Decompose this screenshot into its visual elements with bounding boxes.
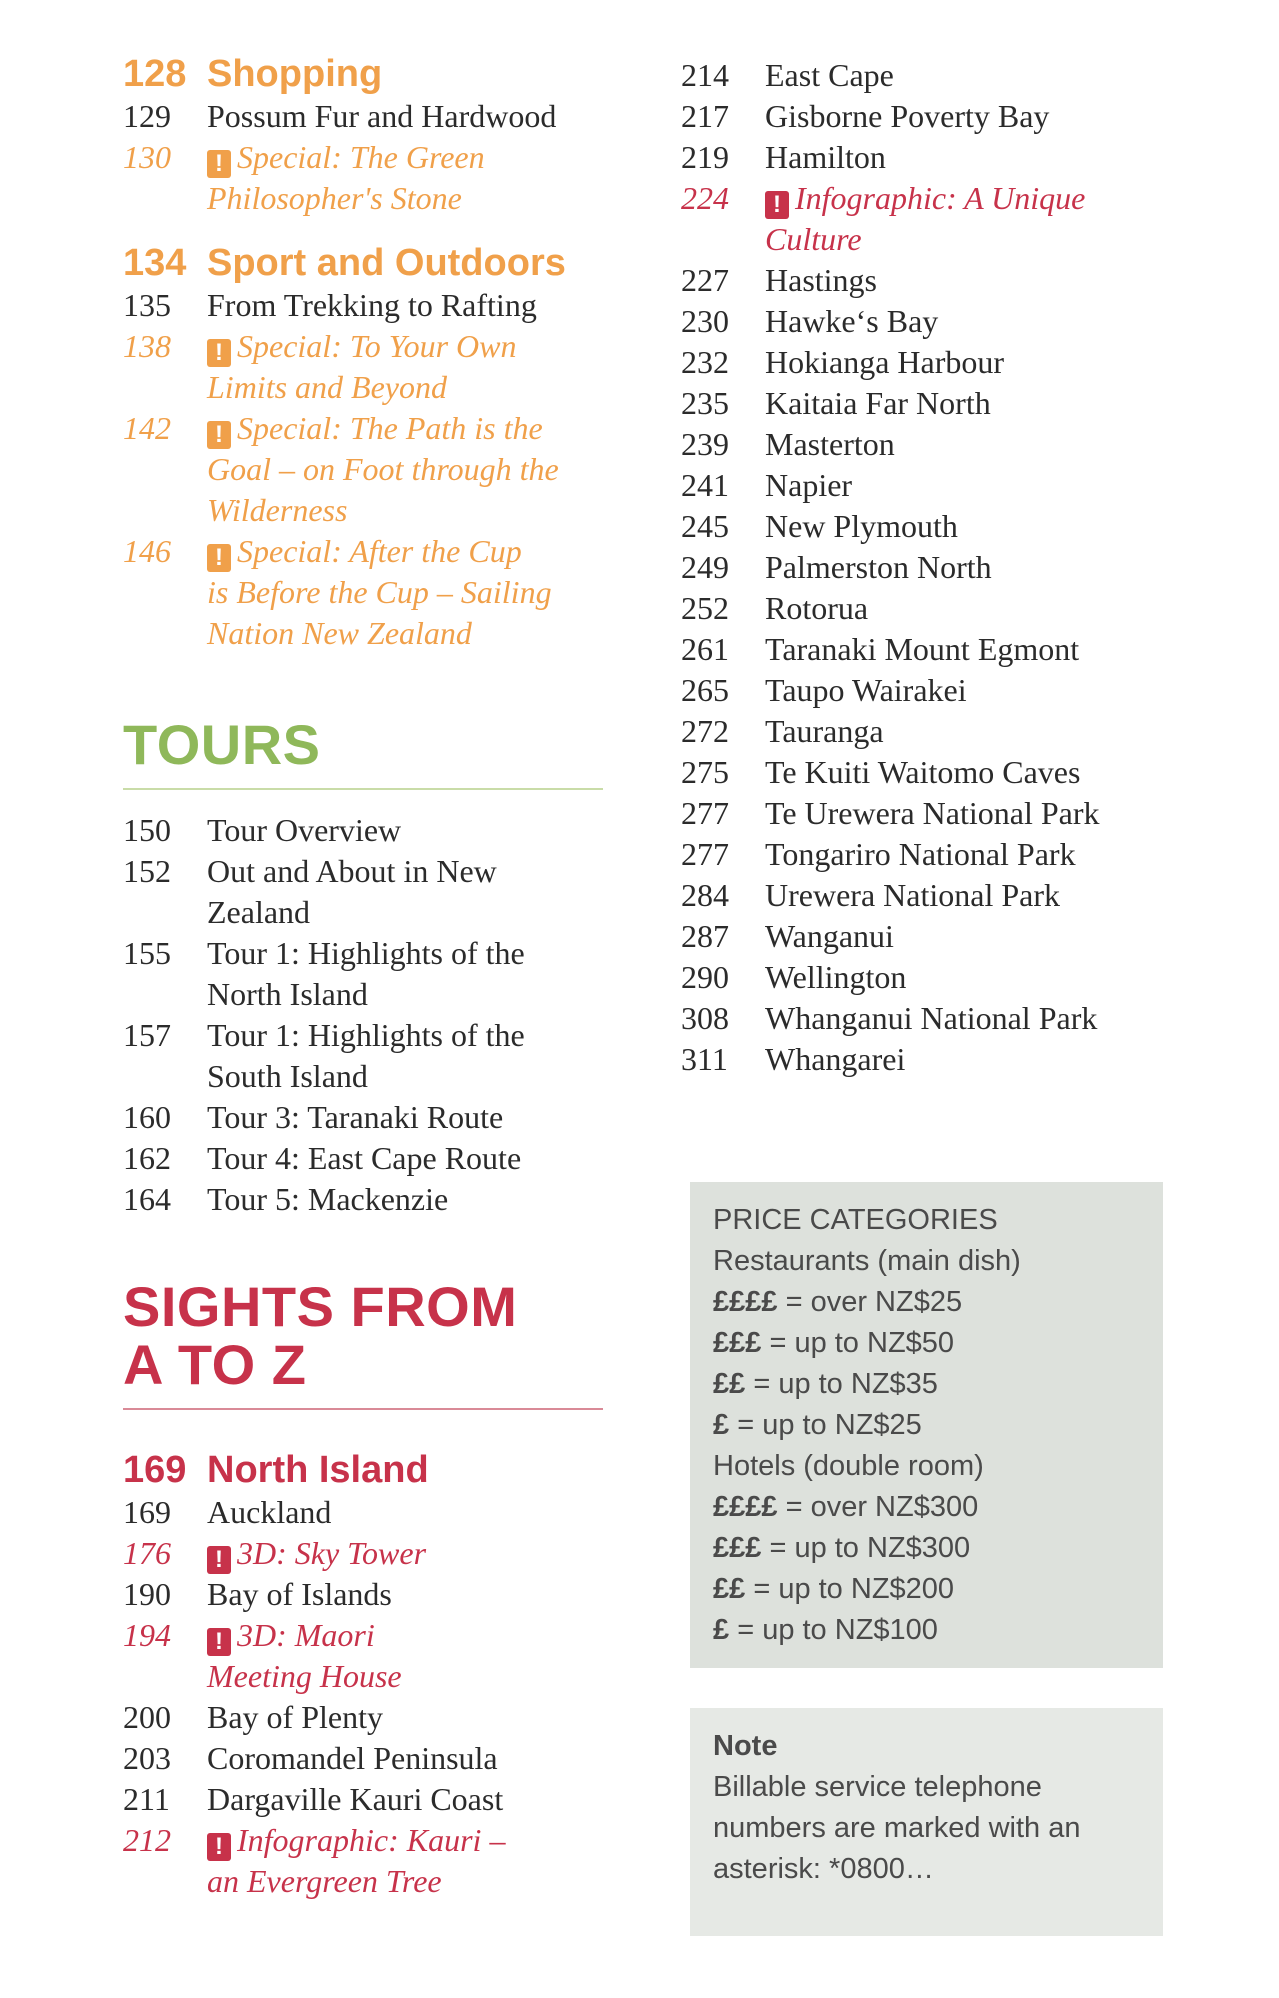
note-line: Billable service telephone bbox=[713, 1771, 1042, 1803]
page-number: 290 bbox=[681, 959, 729, 995]
page-number: 190 bbox=[123, 1576, 171, 1612]
price-symbol: £ bbox=[713, 1614, 730, 1646]
section-header-north-island[interactable] bbox=[123, 1448, 603, 1492]
toc-entry[interactable] bbox=[123, 1738, 603, 1779]
entry-title-line: an Evergreen Tree bbox=[207, 1863, 442, 1899]
toc-entry[interactable] bbox=[681, 465, 1161, 506]
toc-entry[interactable] bbox=[681, 342, 1161, 383]
entry-title-line: Taranaki Mount Egmont bbox=[765, 631, 1080, 667]
price-range: = up to NZ$200 bbox=[745, 1573, 955, 1605]
entry-title-line: Nation New Zealand bbox=[207, 615, 472, 651]
entry-title bbox=[765, 301, 1161, 342]
restaurants-label: Restaurants (main dish) bbox=[713, 1245, 1021, 1277]
entry-title-line: Philosopher's Stone bbox=[207, 180, 462, 216]
page-number: 142 bbox=[123, 410, 171, 446]
page-number: 212 bbox=[123, 1822, 171, 1858]
entry-title-line: Goal – on Foot through the bbox=[207, 451, 559, 487]
price-row bbox=[713, 1282, 1163, 1323]
entry-title-line: Infographic: A Unique bbox=[795, 180, 1086, 216]
entry-title bbox=[765, 588, 1161, 629]
section-title: Sport and Outdoors bbox=[207, 242, 566, 284]
page-number: 134 bbox=[123, 242, 187, 284]
entry-title-line: East Cape bbox=[765, 57, 894, 93]
page-number: 219 bbox=[681, 139, 729, 175]
page-number: 211 bbox=[123, 1781, 170, 1817]
entry-title bbox=[207, 851, 603, 933]
note-title: Note bbox=[713, 1730, 778, 1762]
page-number: 169 bbox=[123, 1494, 171, 1530]
toc-entry[interactable] bbox=[123, 1697, 603, 1738]
price-range: = up to NZ$50 bbox=[761, 1327, 955, 1359]
entry-title bbox=[765, 834, 1161, 875]
price-symbol: ££££ bbox=[713, 1286, 778, 1318]
entry-title bbox=[765, 178, 1161, 260]
page-number: 128 bbox=[123, 53, 187, 95]
page-number: 200 bbox=[123, 1699, 171, 1735]
price-row bbox=[713, 1323, 1163, 1364]
toc-entry[interactable] bbox=[681, 137, 1161, 178]
page-number: 308 bbox=[681, 1000, 729, 1036]
entry-title-line: Special: The Green bbox=[237, 139, 485, 175]
entry-title-line: 3D: Maori bbox=[237, 1617, 375, 1653]
hotels-label: Hotels (double room) bbox=[713, 1450, 984, 1482]
entry-title-line: Special: The Path is the bbox=[237, 410, 543, 446]
entry-title bbox=[765, 342, 1161, 383]
entry-title bbox=[765, 629, 1161, 670]
page-number: 272 bbox=[681, 713, 729, 749]
entry-title-line: Tour Overview bbox=[207, 812, 402, 848]
toc-special-entry[interactable] bbox=[123, 137, 603, 219]
page-number: 230 bbox=[681, 303, 729, 339]
toc-entry[interactable] bbox=[123, 851, 603, 933]
toc-entry[interactable] bbox=[681, 547, 1161, 588]
page-number: 162 bbox=[123, 1140, 171, 1176]
entry-title bbox=[765, 1039, 1161, 1080]
entry-title bbox=[765, 465, 1161, 506]
exclamation-box-icon: ! bbox=[765, 191, 789, 219]
note-box bbox=[690, 1708, 1163, 1936]
toc-entry[interactable] bbox=[681, 260, 1161, 301]
entry-title-line: Palmerston North bbox=[765, 549, 992, 585]
price-range: = over NZ$300 bbox=[777, 1491, 979, 1523]
toc-entry[interactable] bbox=[681, 55, 1161, 96]
entry-title-line: Tour 1: Highlights of the bbox=[207, 1017, 525, 1053]
exclamation-box-icon: ! bbox=[207, 150, 231, 178]
page-number: 275 bbox=[681, 754, 729, 790]
page-number: 129 bbox=[123, 98, 171, 134]
toc-entry[interactable] bbox=[123, 1492, 603, 1533]
toc-entry[interactable] bbox=[123, 933, 603, 1015]
entry-title-line: Tauranga bbox=[765, 713, 884, 749]
entry-title-line: Dargaville Kauri Coast bbox=[207, 1781, 504, 1817]
price-range: = up to NZ$300 bbox=[761, 1532, 971, 1564]
entry-title bbox=[207, 1138, 603, 1179]
price-range: = up to NZ$25 bbox=[729, 1409, 922, 1441]
entry-title bbox=[207, 1492, 603, 1533]
page-number: 130 bbox=[123, 139, 171, 175]
entry-title bbox=[765, 752, 1161, 793]
entry-title-line: Special: After the Cup bbox=[237, 533, 522, 569]
entry-title-line: Culture bbox=[765, 221, 862, 257]
entry-title-line: Tour 4: East Cape Route bbox=[207, 1140, 522, 1176]
toc-entry[interactable] bbox=[123, 1138, 603, 1179]
note-line: asterisk: *0800… bbox=[713, 1853, 934, 1885]
entry-title-line: Hastings bbox=[765, 262, 877, 298]
toc-special-entry[interactable] bbox=[123, 326, 603, 408]
entry-title bbox=[207, 1738, 603, 1779]
price-row bbox=[713, 1528, 1163, 1569]
note-line: numbers are marked with an bbox=[713, 1812, 1081, 1844]
page-number: 265 bbox=[681, 672, 729, 708]
price-row bbox=[713, 1405, 1163, 1446]
price-range: = up to NZ$100 bbox=[729, 1614, 938, 1646]
price-row bbox=[713, 1364, 1163, 1405]
entry-title-line: Taupo Wairakei bbox=[765, 672, 967, 708]
price-symbol: £££ bbox=[713, 1327, 762, 1359]
entry-title bbox=[765, 55, 1161, 96]
entry-title bbox=[207, 1015, 603, 1097]
sights-heading bbox=[123, 1275, 603, 1396]
toc-entry[interactable] bbox=[681, 424, 1161, 465]
page-number: 252 bbox=[681, 590, 729, 626]
entry-title bbox=[765, 793, 1161, 834]
page-number: 169 bbox=[123, 1449, 187, 1491]
entry-title-line: Kaitaia Far North bbox=[765, 385, 991, 421]
page-number: 138 bbox=[123, 328, 171, 364]
entry-title bbox=[765, 670, 1161, 711]
tours-heading: TOURS bbox=[123, 713, 321, 776]
price-categories-title: PRICE CATEGORIES bbox=[713, 1204, 998, 1236]
entry-title bbox=[207, 1697, 603, 1738]
page-number: 232 bbox=[681, 344, 729, 380]
page-number: 241 bbox=[681, 467, 729, 503]
exclamation-box-icon: ! bbox=[207, 339, 231, 367]
price-range: = up to NZ$35 bbox=[745, 1368, 938, 1400]
entry-title-line: Hokianga Harbour bbox=[765, 344, 1005, 380]
price-row bbox=[713, 1487, 1163, 1528]
entry-title bbox=[765, 260, 1161, 301]
entry-title-line: Special: To Your Own bbox=[237, 328, 517, 364]
exclamation-box-icon: ! bbox=[207, 421, 231, 449]
toc-entry[interactable] bbox=[123, 285, 603, 326]
entry-title bbox=[207, 1779, 603, 1820]
toc-special-entry[interactable] bbox=[123, 1820, 603, 1902]
tours-list bbox=[123, 810, 603, 1220]
entry-title: From Trekking to Rafting bbox=[207, 287, 537, 323]
entry-title-line: Wanganui bbox=[765, 918, 894, 954]
entry-title bbox=[765, 711, 1161, 752]
toc-entry[interactable] bbox=[123, 1179, 603, 1220]
toc-entry[interactable] bbox=[681, 998, 1161, 1039]
entry-title bbox=[207, 1097, 603, 1138]
page-number: 194 bbox=[123, 1617, 171, 1653]
page-number: 284 bbox=[681, 877, 729, 913]
page-number: 311 bbox=[681, 1041, 728, 1077]
toc-entry[interactable] bbox=[681, 629, 1161, 670]
entry-title bbox=[765, 916, 1161, 957]
entry-title-line: is Before the Cup – Sailing bbox=[207, 574, 552, 610]
page-number: 227 bbox=[681, 262, 729, 298]
page-number: 217 bbox=[681, 98, 729, 134]
entry-title bbox=[207, 1574, 603, 1615]
entry-title-line: Limits and Beyond bbox=[207, 369, 447, 405]
page-number: 224 bbox=[681, 180, 729, 216]
restaurant-price-list bbox=[713, 1282, 1163, 1446]
entry-title-line: South Island bbox=[207, 1058, 368, 1094]
entry-title-line: 3D: Sky Tower bbox=[237, 1535, 427, 1571]
section-title: North Island bbox=[207, 1449, 429, 1491]
page-number: 239 bbox=[681, 426, 729, 462]
price-symbol: ££ bbox=[713, 1573, 746, 1605]
exclamation-box-icon: ! bbox=[207, 544, 231, 572]
entry-title bbox=[765, 383, 1161, 424]
entry-title bbox=[207, 1533, 603, 1574]
price-symbol: ££ bbox=[713, 1368, 746, 1400]
entry-title: Possum Fur and Hardwood bbox=[207, 98, 557, 134]
entry-title bbox=[765, 424, 1161, 465]
price-row bbox=[713, 1610, 1163, 1651]
price-range: = over NZ$25 bbox=[777, 1286, 963, 1318]
page-number: 214 bbox=[681, 57, 729, 93]
page-number: 146 bbox=[123, 533, 171, 569]
entry-title-line: Wellington bbox=[765, 959, 907, 995]
toc-entry[interactable] bbox=[681, 506, 1161, 547]
toc-entry[interactable] bbox=[681, 752, 1161, 793]
sights-heading-line: A TO Z bbox=[123, 1333, 307, 1396]
entry-title bbox=[765, 137, 1161, 178]
sights-list-continued bbox=[681, 55, 1161, 1080]
toc-special-entry[interactable] bbox=[123, 1533, 603, 1574]
entry-title-line: Wilderness bbox=[207, 492, 348, 528]
entry-title-line: Hamilton bbox=[765, 139, 886, 175]
page-number: 152 bbox=[123, 853, 171, 889]
entry-title-line: Te Urewera National Park bbox=[765, 795, 1100, 831]
section-title: Shopping bbox=[207, 53, 383, 95]
toc-entry[interactable] bbox=[681, 957, 1161, 998]
toc-special-entry[interactable] bbox=[123, 1615, 603, 1697]
entry-title-line: Tongariro National Park bbox=[765, 836, 1076, 872]
section-header-sport[interactable] bbox=[123, 241, 603, 285]
entry-title-line: Meeting House bbox=[207, 1658, 402, 1694]
exclamation-box-icon: ! bbox=[207, 1833, 231, 1861]
section-header-shopping[interactable] bbox=[123, 52, 603, 96]
page-number: 157 bbox=[123, 1017, 171, 1053]
page-number: 150 bbox=[123, 812, 171, 848]
sights-list bbox=[123, 1492, 603, 1902]
price-symbol: £ bbox=[713, 1409, 730, 1441]
right-column bbox=[681, 55, 1161, 1080]
entry-title-line: North Island bbox=[207, 976, 368, 1012]
page-number: 135 bbox=[123, 287, 171, 323]
exclamation-box-icon: ! bbox=[207, 1628, 231, 1656]
price-row bbox=[713, 1569, 1163, 1610]
entry-title-line: New Plymouth bbox=[765, 508, 958, 544]
entry-title-line: Tour 3: Taranaki Route bbox=[207, 1099, 504, 1135]
entry-title-line: Hawke‘s Bay bbox=[765, 303, 939, 339]
page-number: 164 bbox=[123, 1181, 171, 1217]
price-symbol: £££ bbox=[713, 1532, 762, 1564]
toc-special-entry[interactable] bbox=[123, 531, 603, 654]
toc-special-entry[interactable] bbox=[123, 408, 603, 531]
entry-title-line: Infographic: Kauri – bbox=[237, 1822, 506, 1858]
page-number: 277 bbox=[681, 836, 729, 872]
toc-entry[interactable] bbox=[123, 810, 603, 851]
toc-entry[interactable] bbox=[681, 670, 1161, 711]
entry-title bbox=[765, 875, 1161, 916]
toc-entry[interactable] bbox=[681, 916, 1161, 957]
toc-special-entry[interactable] bbox=[681, 178, 1161, 260]
entry-title bbox=[207, 810, 603, 851]
entry-title bbox=[207, 1615, 603, 1697]
entry-title-line: Gisborne Poverty Bay bbox=[765, 98, 1050, 134]
entry-title-line: Urewera National Park bbox=[765, 877, 1060, 913]
toc-entry[interactable] bbox=[681, 96, 1161, 137]
toc-entry[interactable] bbox=[681, 383, 1161, 424]
toc-entry[interactable] bbox=[681, 1039, 1161, 1080]
toc-entry[interactable] bbox=[123, 1779, 603, 1820]
toc-entry[interactable] bbox=[681, 301, 1161, 342]
page-number: 261 bbox=[681, 631, 729, 667]
page-number: 160 bbox=[123, 1099, 171, 1135]
page-number: 277 bbox=[681, 795, 729, 831]
entry-title bbox=[765, 506, 1161, 547]
entry-title-line: Masterton bbox=[765, 426, 895, 462]
left-column bbox=[123, 52, 603, 1902]
entry-title-line: Zealand bbox=[207, 894, 311, 930]
entry-title bbox=[765, 96, 1161, 137]
toc-entry[interactable] bbox=[681, 793, 1161, 834]
entry-title bbox=[765, 547, 1161, 588]
entry-title bbox=[765, 998, 1161, 1039]
toc-entry[interactable] bbox=[123, 1015, 603, 1097]
toc-entry[interactable] bbox=[123, 96, 603, 137]
entry-title-line: Whanganui National Park bbox=[765, 1000, 1098, 1036]
entry-title-line: Bay of Islands bbox=[207, 1576, 392, 1612]
toc-entry[interactable] bbox=[681, 711, 1161, 752]
entry-title-line: Rotorua bbox=[765, 590, 869, 626]
page-number: 245 bbox=[681, 508, 729, 544]
price-symbol: ££££ bbox=[713, 1491, 778, 1523]
toc-entry[interactable] bbox=[123, 1097, 603, 1138]
page-number: 287 bbox=[681, 918, 729, 954]
entry-title bbox=[207, 1820, 603, 1902]
page-number: 176 bbox=[123, 1535, 171, 1571]
entry-title bbox=[207, 933, 603, 1015]
page-number: 203 bbox=[123, 1740, 171, 1776]
entry-title-line: Auckland bbox=[207, 1494, 332, 1530]
page-number: 249 bbox=[681, 549, 729, 585]
entry-title-line: Bay of Plenty bbox=[207, 1699, 383, 1735]
price-categories-box bbox=[690, 1182, 1163, 1668]
page-number: 155 bbox=[123, 935, 171, 971]
exclamation-box-icon: ! bbox=[207, 1546, 231, 1574]
entry-title bbox=[207, 1179, 603, 1220]
entry-title bbox=[765, 957, 1161, 998]
page-number: 235 bbox=[681, 385, 729, 421]
entry-title-line: Tour 1: Highlights of the bbox=[207, 935, 525, 971]
entry-title-line: Te Kuiti Waitomo Caves bbox=[765, 754, 1081, 790]
hotel-price-list bbox=[713, 1487, 1163, 1651]
entry-title-line: Out and About in New bbox=[207, 853, 497, 889]
entry-title-line: Coromandel Peninsula bbox=[207, 1740, 498, 1776]
entry-title-line: Tour 5: Mackenzie bbox=[207, 1181, 449, 1217]
entry-title-line: Whangarei bbox=[765, 1041, 906, 1077]
sights-heading-line: SIGHTS FROM bbox=[123, 1275, 518, 1338]
entry-title-line: Napier bbox=[765, 467, 853, 503]
toc-entry[interactable] bbox=[681, 875, 1161, 916]
toc-entry[interactable] bbox=[681, 588, 1161, 629]
toc-entry[interactable] bbox=[681, 834, 1161, 875]
toc-entry[interactable] bbox=[123, 1574, 603, 1615]
